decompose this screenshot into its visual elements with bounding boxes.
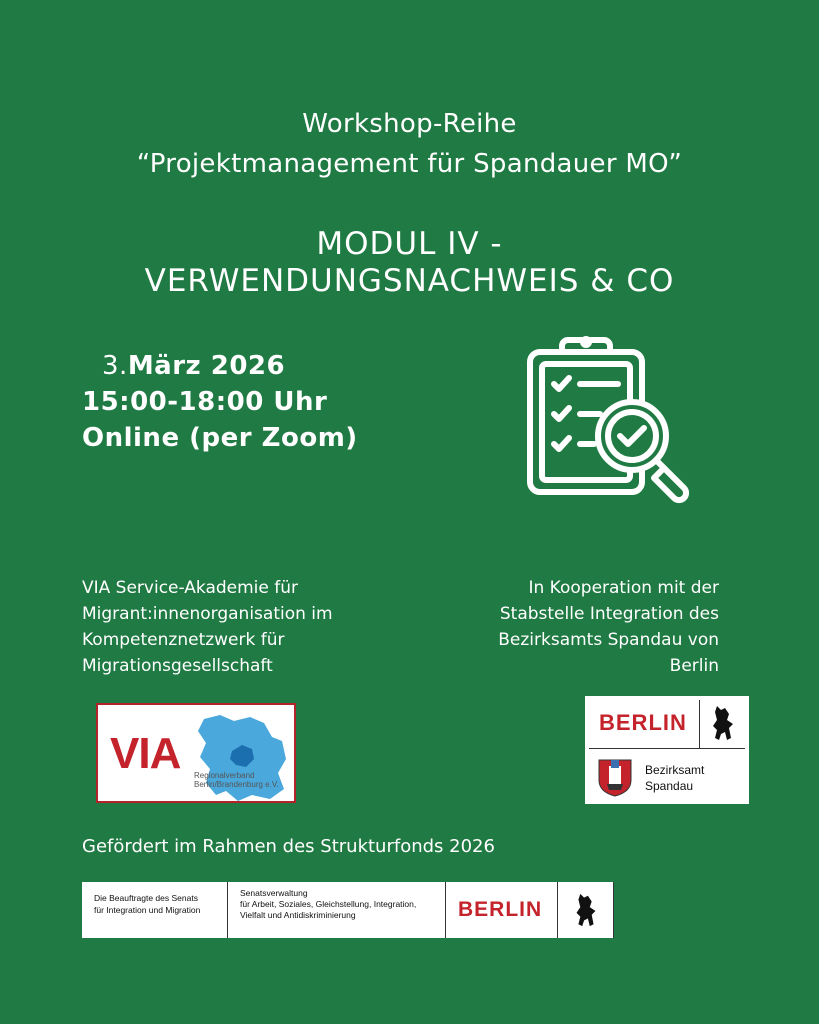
clipboard-checklist-magnifier-icon	[522, 334, 702, 506]
commissioner-line: Die Beauftragte des Senats	[94, 893, 198, 903]
spandau-line: Spandau	[645, 779, 694, 793]
senate-line: Senatsverwaltung	[240, 888, 308, 898]
organizer-line: Migrationsgesellschaft	[82, 656, 273, 676]
event-date	[82, 348, 358, 384]
berlin-bear-icon	[572, 892, 600, 928]
bear-cell	[558, 882, 614, 938]
bezirksamt-spandau-logo	[585, 696, 749, 804]
cooperation-line: In Kooperation mit der	[528, 578, 719, 598]
event-date-month-year: März 2026	[127, 351, 286, 381]
event-time: 15:00-18:00 Uhr	[82, 387, 328, 417]
via-subtitle	[194, 771, 279, 789]
series-line-2: “Projektmanagement für Spandauer MO”	[136, 149, 683, 179]
senate-department-cell	[228, 882, 446, 938]
berlin-wordmark-cell	[446, 882, 558, 938]
brandenburg-map-icon	[190, 711, 290, 803]
senate-line: Vielfalt und Antidiskriminierung	[240, 910, 356, 920]
workshop-series-title	[0, 104, 819, 184]
series-line-1: Workshop-Reihe	[302, 109, 517, 139]
senate-funding-logo	[82, 882, 614, 938]
bezirksamt-line: Bezirksamt	[645, 763, 705, 777]
event-date-day: 3.	[102, 351, 128, 381]
spandau-coat-of-arms-icon	[595, 756, 635, 798]
organizer-line: VIA Service-Akademie für	[82, 578, 299, 598]
event-location: Online (per Zoom)	[82, 423, 358, 453]
cooperation-text	[460, 575, 719, 679]
organizer-text	[82, 575, 382, 679]
logo-divider	[589, 748, 745, 749]
cooperation-line: Berlin	[669, 656, 719, 676]
event-details	[82, 348, 358, 456]
via-wordmark: VIA	[110, 729, 181, 778]
organizer-line: Migrant:innenorganisation im	[82, 604, 333, 624]
commissioner-line: für Integration und Migration	[94, 905, 201, 915]
module-line-2: VERWENDUNGSNACHWEIS & CO	[144, 263, 675, 299]
funding-text: Gefördert im Rahmen des Strukturfonds 2026	[82, 836, 495, 857]
berlin-wordmark: BERLIN	[599, 710, 687, 735]
bezirksamt-text	[645, 762, 704, 794]
senate-line: für Arbeit, Soziales, Gleichstellung, Integration,	[240, 899, 417, 909]
cooperation-line: Stabstelle Integration des	[499, 604, 719, 624]
via-subtitle-line: Regionalverband	[194, 771, 255, 780]
module-line-1: MODUL IV -	[316, 226, 503, 262]
module-title	[0, 226, 819, 300]
via-logo	[96, 703, 296, 803]
integration-commissioner-cell	[82, 882, 228, 938]
berlin-wordmark: BERLIN	[458, 898, 543, 921]
organizer-line: Kompetenznetzwerk für	[82, 630, 285, 650]
berlin-bear-icon	[709, 704, 737, 742]
logo-divider	[699, 700, 700, 748]
via-subtitle-line: Berlin/Brandenburg e.V.	[194, 780, 279, 789]
cooperation-line: Bezirksamts Spandau von	[498, 630, 719, 650]
